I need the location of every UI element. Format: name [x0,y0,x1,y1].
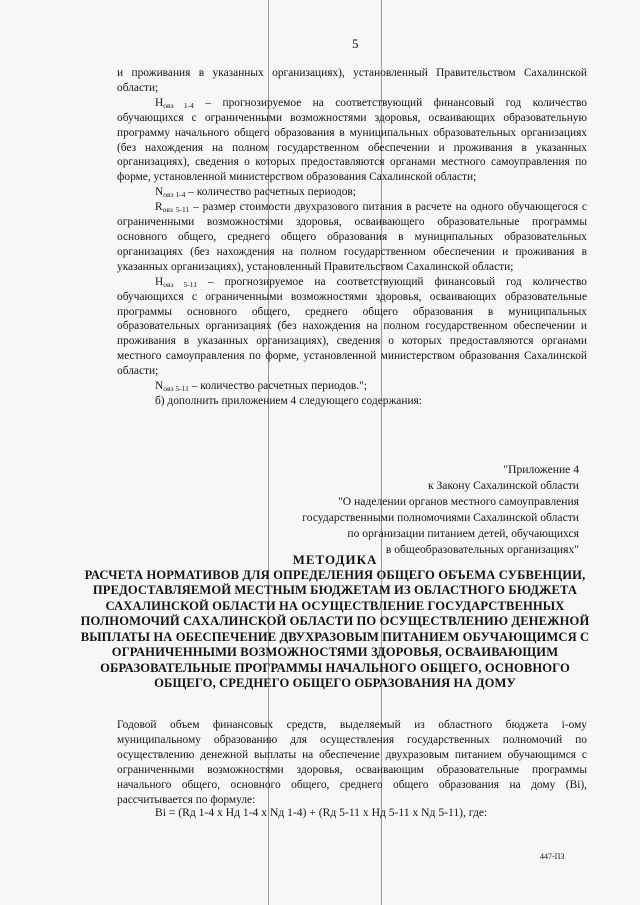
symbol-subscript: овз 5-11 [163,279,197,289]
definition-paragraph [117,275,587,379]
appendix-line: по организации питанием детей, обучающихся [347,527,579,540]
methodology-heading [80,552,590,692]
heading-text: РАСЧЕТА НОРМАТИВОВ ДЛЯ ОПРЕДЕЛЕНИЯ ОБЩЕГО ОБЪЕМА СУБВЕНЦИИ, ПРЕДОСТАВЛЯЕМОЙ МЕСТНЫМ БЮДЖЕТАМ ИЗ ОБЛАСТНОГО БЮДЖЕТА САХАЛИНСКОЙ ОБЛАСТИ НА ОСУЩЕСТВЛЕНИЕ ГОСУДАРСТВЕННЫХ ПОЛНОМОЧИЙ САХАЛИНСКОЙ ОБЛАСТИ ПО ОСУЩЕСТВЛЕНИЮ ДЕНЕЖНОЙ ВЫПЛАТЫ НА ОБЕСПЕЧЕНИЕ ДВУХРАЗОВЫМ ПИТАНИЕМ ОБУЧАЮЩИМСЯ С ОГРАНИЧЕННЫМИ ВОЗМОЖНОСТЯМИ ЗДОРОВЬЯ, ОСВАИВАЮЩИМ ОБРАЗОВАТЕЛЬНЫЕ ПРОГРАММЫ НАЧАЛЬНОГО ОБЩЕГО, ОСНОВНОГО ОБЩЕГО, СРЕДНЕГО ОБЩЕГО ОБРАЗОВАНИЯ НА ДОМУ [80,567,590,690]
methodology-body [117,718,587,807]
definition-text: – количество расчетных периодов."; [188,380,367,393]
definition-text: – прогнозируемое на соответствующий финансовый год количество обучающихся с ограниченными возможностями здоровья, осваивающих образовательные программы основного общего, среднего общего образования в муниципальных образовательных организациях (без нахождения на полном государственном обеспечении и проживания в указанных организациях), сведения о которых предоставляются органами местного самоуправления по форме, установленной министерством образования Сахалинской области; [117,275,588,378]
appendix-line: "О наделении органов местного самоуправления [338,495,579,508]
body-paragraph: Годовой объем финансовых средств, выделяемый из областного бюджета i-ому муниципальному образованию для осуществления государственных полномочий по осуществлению денежной выплаты на обеспечение двухразовым питанием обучающимся с ограниченными возможностями здоровья, осваивающим образовательные программы начального общего, основного общего, среднего общего образования на дому (Bi), рассчитывается по формуле: [117,719,587,806]
definition-text: – количество расчетных периодов; [185,186,356,199]
symbol: N [155,186,164,199]
definition-paragraph: и проживания в указанных организациях), установленный Правительством Сахалинской области; [117,67,587,94]
appendix-line: к Закону Сахалинской области [427,479,579,492]
appendix-line: "Приложение 4 [503,463,579,476]
symbol-subscript: овз 1-4 [163,190,186,200]
appendix-line: государственными полномочиями Сахалинской области [302,511,579,524]
symbol-subscript: овз 5-11 [162,205,190,215]
symbol: R [155,201,163,214]
page-number: 5 [352,36,359,51]
heading-title: МЕТОДИКА [292,552,378,567]
appendix-line: в общеобразовательных организациях" [385,543,579,556]
definitions-block [117,66,587,409]
definition-paragraph [117,96,587,185]
appendix-header [255,462,579,558]
amendment-paragraph: б) дополнить приложением 4 следующего содержания: [155,394,422,407]
symbol-subscript: овз 5-11 [163,384,189,394]
definition-text: – размер стоимости двухразового питания в расчете на одного обучающегося с ограниченными возможностями здоровья, осваивающего образовательные программы основного общего, среднего общего образования в муниципальных образовательных организациях (без нахождения на полном государственном обеспечении и проживания в указанных организациях), установленный Правительством Сахалинской области; [117,201,587,273]
document-code: 447-ПЗ [540,852,565,861]
symbol: Н [155,275,164,288]
symbol-subscript: овз 1-4 [163,100,194,110]
definition-text: – прогнозируемое на соответствующий финансовый год количество обучающихся с ограниченными возможностями здоровья, осваивающих образовательную программу начального общего образования в муниципальных образовательных организациях (без нахождения на полном государственном обеспечении и проживания в указанных организациях), сведения о которых предоставляются органами местного самоуправления по форме, установленной министерством образования Сахалинской области; [117,96,587,184]
definition-paragraph [117,185,587,200]
definition-paragraph [117,379,587,394]
symbol: N [155,380,164,393]
symbol: Н [155,96,164,109]
definition-paragraph [117,200,587,275]
formula: Bi = (Rд 1-4 x Hд 1-4 x Nд 1-4) + (Rд 5-11 x Hд 5-11 x Nд 5-11), где: [155,806,488,819]
